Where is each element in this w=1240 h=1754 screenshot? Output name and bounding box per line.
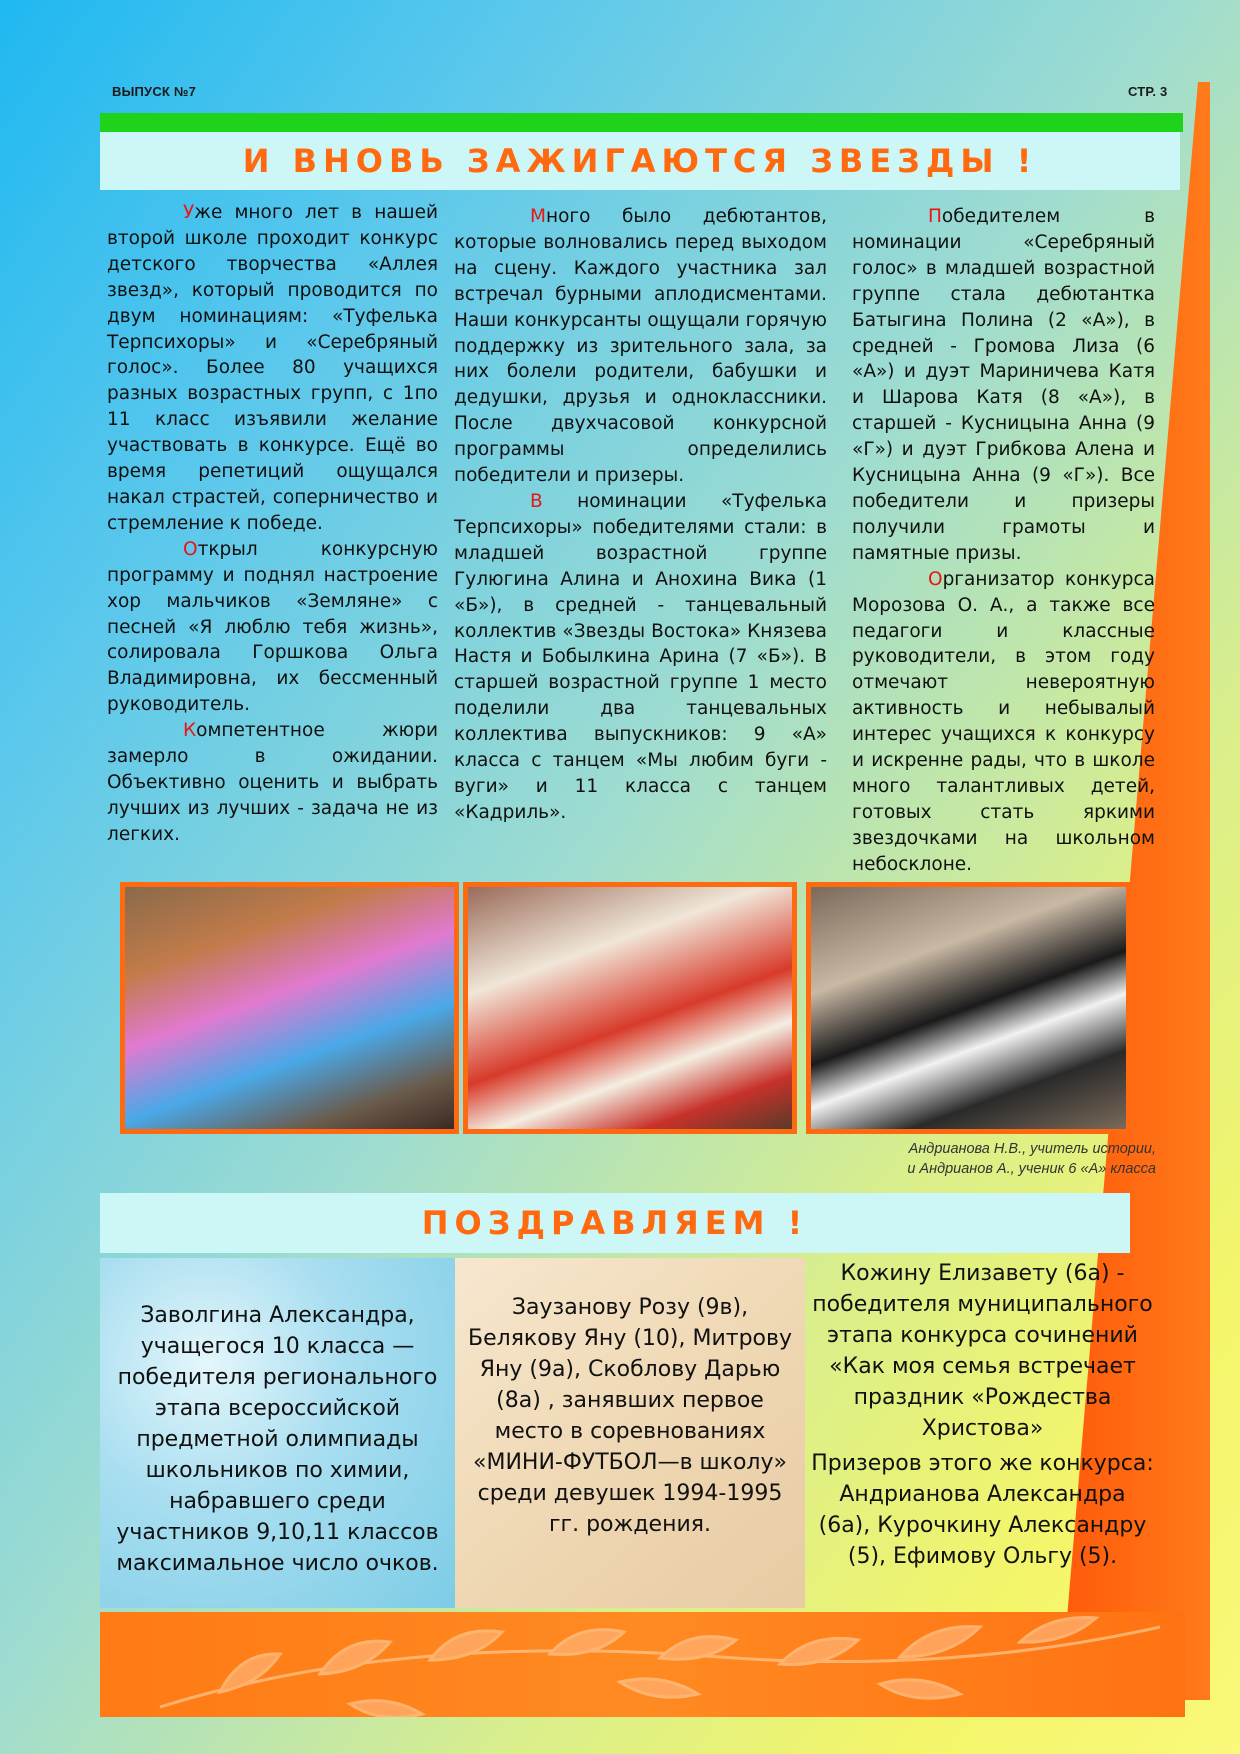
- paragraph: [852, 567, 1155, 878]
- paragraph-text: же много лет в нашей второй школе проходит конкурс детского творчества «Аллея звезд», который проводится по двум номинациям: «Туфелька Терпсихоры» и «Серебряный голос». Более 80 учащихся разных возрастных групп, с 1по 11 класс изъявили желание участвовать в конкурсе. Ещё во время репетиций ощущался накал страстей, соперничество и стремление к победе.: [107, 202, 438, 534]
- footer-decorative-band: [100, 1612, 1185, 1717]
- paragraph-text: рганизатор конкурса Морозова О. А., а также все педагоги и классные руководители, в этом году отмечают невероятную активность и небывалый интерес учащихся к конкурсу и искренне рады, что в школе много талантливых детей, готовых стать яркими звездочками на школьном небосклоне.: [852, 568, 1155, 875]
- photo-dancers-group: [120, 882, 459, 1134]
- drop-initial: М: [530, 206, 546, 227]
- photo-winners-with-certificates: [806, 882, 1131, 1134]
- congrats-box-football: [455, 1258, 805, 1608]
- article-column-2: [454, 204, 827, 826]
- congrats-title-band: [100, 1193, 1130, 1253]
- page-number: СТР. 3: [1128, 84, 1168, 99]
- paragraph-text: ного было дебютантов, которые волновались перед выходом на сцену. Каждого участника зал встречал бурными аплодисментами. Наши конкурсанты ощущали горячую поддержку из зрительного зала, за них болели родители, бабушки и дедушки, друзья и одноклассники. После двухчасовой конкурсной программы определились победители и призеры.: [454, 206, 827, 487]
- article-column-3: [852, 204, 1155, 878]
- paragraph-text: номинации «Туфелька Терпсихоры» победителями стали: в младшей возрастной группе Гулюгина Алина и Анохина Вика (1 «Б»), в средней - танцевальный коллектив «Звезды Востока» Князева Настя и Бобылкина Арина (7 «Б»). В старшей возрастной группе 1 место поделили два танцевальных коллектива выпускников: 9 «А» класса с танцем «Мы любим буги - вуги» и 11 класса с танцем «Кадриль».: [454, 490, 827, 823]
- photo-caption: [830, 1139, 1156, 1179]
- congrats-box-essay: [805, 1258, 1160, 1608]
- issue-number: ВЫПУСК №7: [112, 84, 197, 99]
- drop-initial: О: [183, 538, 198, 560]
- article-title: И ВНОВЬ ЗАЖИГАЮТСЯ ЗВЕЗДЫ !: [242, 142, 1038, 180]
- drop-initial: В: [530, 490, 543, 512]
- caption-line: Андрианова Н.В., учитель истории,: [908, 1141, 1156, 1157]
- paragraph: [107, 537, 438, 718]
- paragraph-text: обедителем в номинации «Серебряный голос» в младшей возрастной группе стала дебютантка Батыгина Полина (2 «А»), в средней - Громова Лиза (6 «А») и дуэт Мариничева Катя и Шарова Катя (8 «А»), в старшей - Кусницына Анна (9 «Г») и дуэт Грибкова Алена и Кусницына Анна (9 «Г»). Все победители и призеры получили грамоты и памятные призы.: [852, 206, 1155, 564]
- congrats-box-chemistry: [100, 1258, 455, 1608]
- paragraph: [107, 200, 438, 537]
- article-column-1: [107, 200, 438, 848]
- drop-initial: П: [928, 206, 942, 227]
- paragraph: [107, 718, 438, 848]
- paragraph: [454, 204, 827, 489]
- photo-folk-costumes-group: [463, 882, 797, 1134]
- drop-initial: О: [928, 568, 943, 590]
- paragraph: [454, 489, 827, 826]
- paragraph-text: омпетентное жюри замерло в ожидании. Объективно оценить и выбрать лучших из лучших - задача не из легких.: [107, 720, 438, 845]
- congrats-text: Кожину Елизавету (6а) - победителя муниципального этапа конкурса сочинений «Как моя семья встречает праздник «Рождества Христова»: [812, 1261, 1153, 1441]
- caption-line: и Андрианов А., ученик 6 «А» класса: [907, 1161, 1156, 1177]
- congrats-text: Заволгина Александра, учащегося 10 класса — победителя регионального этапа всероссийской предметной олимпиады школьников по химии, набравшего среди участников 9,10,11 классов максимальное число очков.: [116, 1303, 439, 1576]
- article-title-band: [100, 132, 1180, 190]
- paragraph-text: ткрыл конкурсную программу и поднял настроение хор мальчиков «Земляне» с песней «Я люблю тебя жизнь», солировала Горшкова Ольга Владимировна, их бессменный руководитель.: [107, 538, 438, 716]
- drop-initial: К: [183, 720, 197, 742]
- leaf-pattern-icon: [100, 1612, 1185, 1717]
- congrats-title: ПОЗДРАВЛЯЕМ !: [421, 1204, 809, 1242]
- green-divider-bar: [100, 113, 1183, 132]
- congrats-text: Заузанову Розу (9в), Белякову Яну (10), Митрову Яну (9а), Скоблову Дарью (8а) , занявших первое место в соревнованиях «МИНИ-ФУТБОЛ—в школу» среди девушек 1994-1995 гг. рождения.: [468, 1295, 792, 1537]
- congrats-text: Призеров этого же конкурса: Андрианова Александра (6а), Курочкину Александру (5), Ефимову Ольгу (5).: [811, 1451, 1154, 1569]
- drop-initial: У: [183, 202, 195, 223]
- paragraph: [852, 204, 1155, 567]
